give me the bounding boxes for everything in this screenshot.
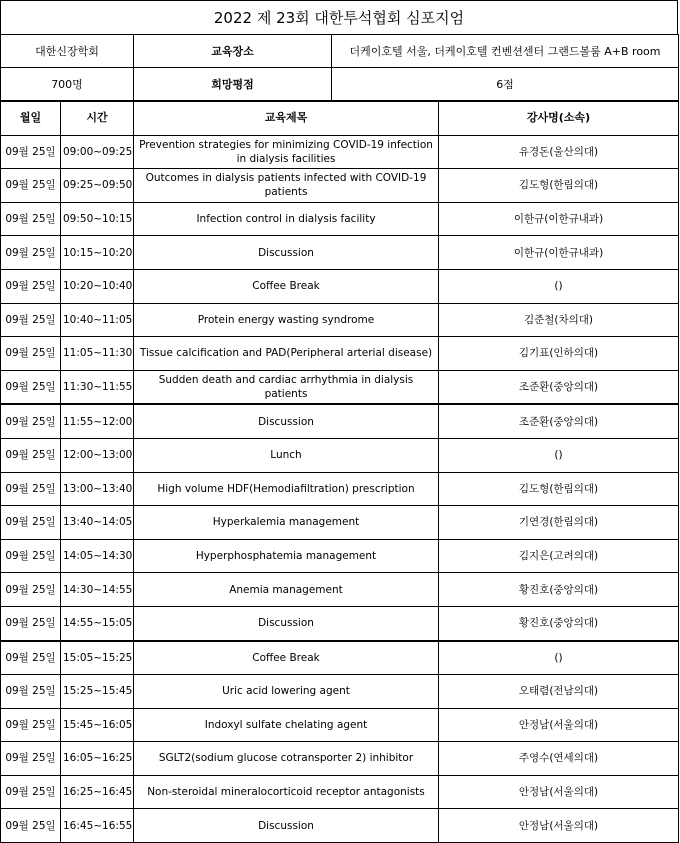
schedule-table xyxy=(0,101,679,843)
row-date: 09월 25일 xyxy=(1,539,61,573)
schedule-header-row xyxy=(1,102,679,136)
row-topic: Discussion xyxy=(134,404,439,438)
row-time: 13:40~14:05 xyxy=(61,506,134,540)
row-time: 09:25~09:50 xyxy=(61,169,134,203)
row-time: 10:15~10:20 xyxy=(61,236,134,270)
row-speaker: () xyxy=(439,269,679,303)
table-row xyxy=(1,236,679,270)
row-time: 10:40~11:05 xyxy=(61,303,134,337)
row-speaker: 주영수(연세의대) xyxy=(439,742,679,776)
row-topic: Prevention strategies for minimizing COVID-19 infection in dialysis facilities xyxy=(134,135,439,169)
row-topic: High volume HDF(Hemodiafiltration) prescription xyxy=(134,472,439,506)
row-speaker: 김기표(인하의대) xyxy=(439,337,679,371)
row-speaker: () xyxy=(439,438,679,472)
row-time: 10:20~10:40 xyxy=(61,269,134,303)
table-row xyxy=(1,675,679,709)
row-time: 09:00~09:25 xyxy=(61,135,134,169)
table-row xyxy=(1,641,679,675)
table-row xyxy=(1,809,679,843)
row-time: 09:50~10:15 xyxy=(61,202,134,236)
row-date: 09월 25일 xyxy=(1,135,61,169)
row-topic: Discussion xyxy=(134,809,439,843)
header-time: 시간 xyxy=(61,102,134,136)
row-time: 13:00~13:40 xyxy=(61,472,134,506)
row-topic: Non-steroidal mineralocorticoid receptor antagonists xyxy=(134,775,439,809)
row-speaker: 안정남(서울의대) xyxy=(439,775,679,809)
row-time: 16:25~16:45 xyxy=(61,775,134,809)
row-speaker: 조준환(중앙의대) xyxy=(439,370,679,404)
table-row xyxy=(1,472,679,506)
row-date: 09월 25일 xyxy=(1,337,61,371)
row-time: 11:55~12:00 xyxy=(61,404,134,438)
row-date: 09월 25일 xyxy=(1,675,61,709)
row-topic: Coffee Break xyxy=(134,269,439,303)
row-time: 15:25~15:45 xyxy=(61,675,134,709)
venue-value: 더케이호텔 서울, 더케이호텔 컨벤션센터 그랜드볼룸 A+B room xyxy=(332,35,679,68)
row-speaker: 안정남(서울의대) xyxy=(439,708,679,742)
schedule-body xyxy=(1,135,679,842)
table-row xyxy=(1,202,679,236)
header-topic: 교육제목 xyxy=(134,102,439,136)
row-date: 09월 25일 xyxy=(1,573,61,607)
row-topic: Sudden death and cardiac arrhythmia in dialysis patients xyxy=(134,370,439,404)
row-topic: Hyperkalemia management xyxy=(134,506,439,540)
row-speaker: 김도형(한림의대) xyxy=(439,169,679,203)
row-date: 09월 25일 xyxy=(1,236,61,270)
row-date: 09월 25일 xyxy=(1,370,61,404)
row-time: 14:05~14:30 xyxy=(61,539,134,573)
table-row xyxy=(1,135,679,169)
table-row xyxy=(1,370,679,404)
row-speaker: 이한규(이한규내과) xyxy=(439,202,679,236)
row-topic: Tissue calcification and PAD(Peripheral arterial disease) xyxy=(134,337,439,371)
row-date: 09월 25일 xyxy=(1,606,61,640)
table-row xyxy=(1,506,679,540)
table-row xyxy=(1,775,679,809)
row-topic: Discussion xyxy=(134,606,439,640)
row-date: 09월 25일 xyxy=(1,809,61,843)
info-table xyxy=(0,34,679,101)
row-speaker: () xyxy=(439,641,679,675)
row-topic: Coffee Break xyxy=(134,641,439,675)
row-date: 09월 25일 xyxy=(1,303,61,337)
row-date: 09월 25일 xyxy=(1,472,61,506)
table-row xyxy=(1,404,679,438)
table-row xyxy=(1,539,679,573)
table-row xyxy=(1,438,679,472)
table-row xyxy=(1,742,679,776)
row-topic: Lunch xyxy=(134,438,439,472)
table-row xyxy=(1,708,679,742)
row-speaker: 이한규(이한규내과) xyxy=(439,236,679,270)
row-speaker: 황진호(중앙의대) xyxy=(439,606,679,640)
row-date: 09월 25일 xyxy=(1,404,61,438)
row-speaker: 김도형(한림의대) xyxy=(439,472,679,506)
row-time: 16:05~16:25 xyxy=(61,742,134,776)
org-name: 대한신장학회 xyxy=(1,35,134,68)
row-time: 15:45~16:05 xyxy=(61,708,134,742)
row-topic: Indoxyl sulfate chelating agent xyxy=(134,708,439,742)
row-topic: SGLT2(sodium glucose cotransporter 2) inhibitor xyxy=(134,742,439,776)
row-topic: Anemia management xyxy=(134,573,439,607)
row-speaker: 기연경(한림의대) xyxy=(439,506,679,540)
row-topic: Hyperphosphatemia management xyxy=(134,539,439,573)
row-topic: Uric acid lowering agent xyxy=(134,675,439,709)
table-row xyxy=(1,303,679,337)
row-time: 14:55~15:05 xyxy=(61,606,134,640)
header-speaker: 강사명(소속) xyxy=(439,102,679,136)
row-speaker: 김준철(차의대) xyxy=(439,303,679,337)
row-date: 09월 25일 xyxy=(1,708,61,742)
table-row xyxy=(1,606,679,640)
row-time: 15:05~15:25 xyxy=(61,641,134,675)
row-speaker: 유경돈(울산의대) xyxy=(439,135,679,169)
row-speaker: 안정남(서울의대) xyxy=(439,809,679,843)
row-date: 09월 25일 xyxy=(1,742,61,776)
row-date: 09월 25일 xyxy=(1,169,61,203)
row-topic: Protein energy wasting syndrome xyxy=(134,303,439,337)
row-date: 09월 25일 xyxy=(1,641,61,675)
row-date: 09월 25일 xyxy=(1,202,61,236)
row-topic: Discussion xyxy=(134,236,439,270)
table-row xyxy=(1,169,679,203)
row-time: 11:30~11:55 xyxy=(61,370,134,404)
row-date: 09월 25일 xyxy=(1,438,61,472)
title-table xyxy=(0,0,678,35)
table-row xyxy=(1,573,679,607)
venue-label: 교육장소 xyxy=(134,35,332,68)
row-time: 12:00~13:00 xyxy=(61,438,134,472)
row-time: 14:30~14:55 xyxy=(61,573,134,607)
header-date: 월일 xyxy=(1,102,61,136)
row-time: 11:05~11:30 xyxy=(61,337,134,371)
row-topic: Outcomes in dialysis patients infected with COVID-19 patients xyxy=(134,169,439,203)
row-speaker: 황진호(중앙의대) xyxy=(439,573,679,607)
row-speaker: 김지은(고려의대) xyxy=(439,539,679,573)
row-speaker: 오태렴(전남의대) xyxy=(439,675,679,709)
row-speaker: 조준환(중앙의대) xyxy=(439,404,679,438)
document-title: 2022 제 23회 대한투석협회 심포지엄 xyxy=(1,1,678,35)
row-date: 09월 25일 xyxy=(1,269,61,303)
table-row xyxy=(1,269,679,303)
points-value: 6점 xyxy=(332,68,679,101)
attendee-count: 700명 xyxy=(1,68,134,101)
points-label: 희망평점 xyxy=(134,68,332,101)
row-time: 16:45~16:55 xyxy=(61,809,134,843)
table-row xyxy=(1,337,679,371)
row-topic: Infection control in dialysis facility xyxy=(134,202,439,236)
row-date: 09월 25일 xyxy=(1,775,61,809)
row-date: 09월 25일 xyxy=(1,506,61,540)
